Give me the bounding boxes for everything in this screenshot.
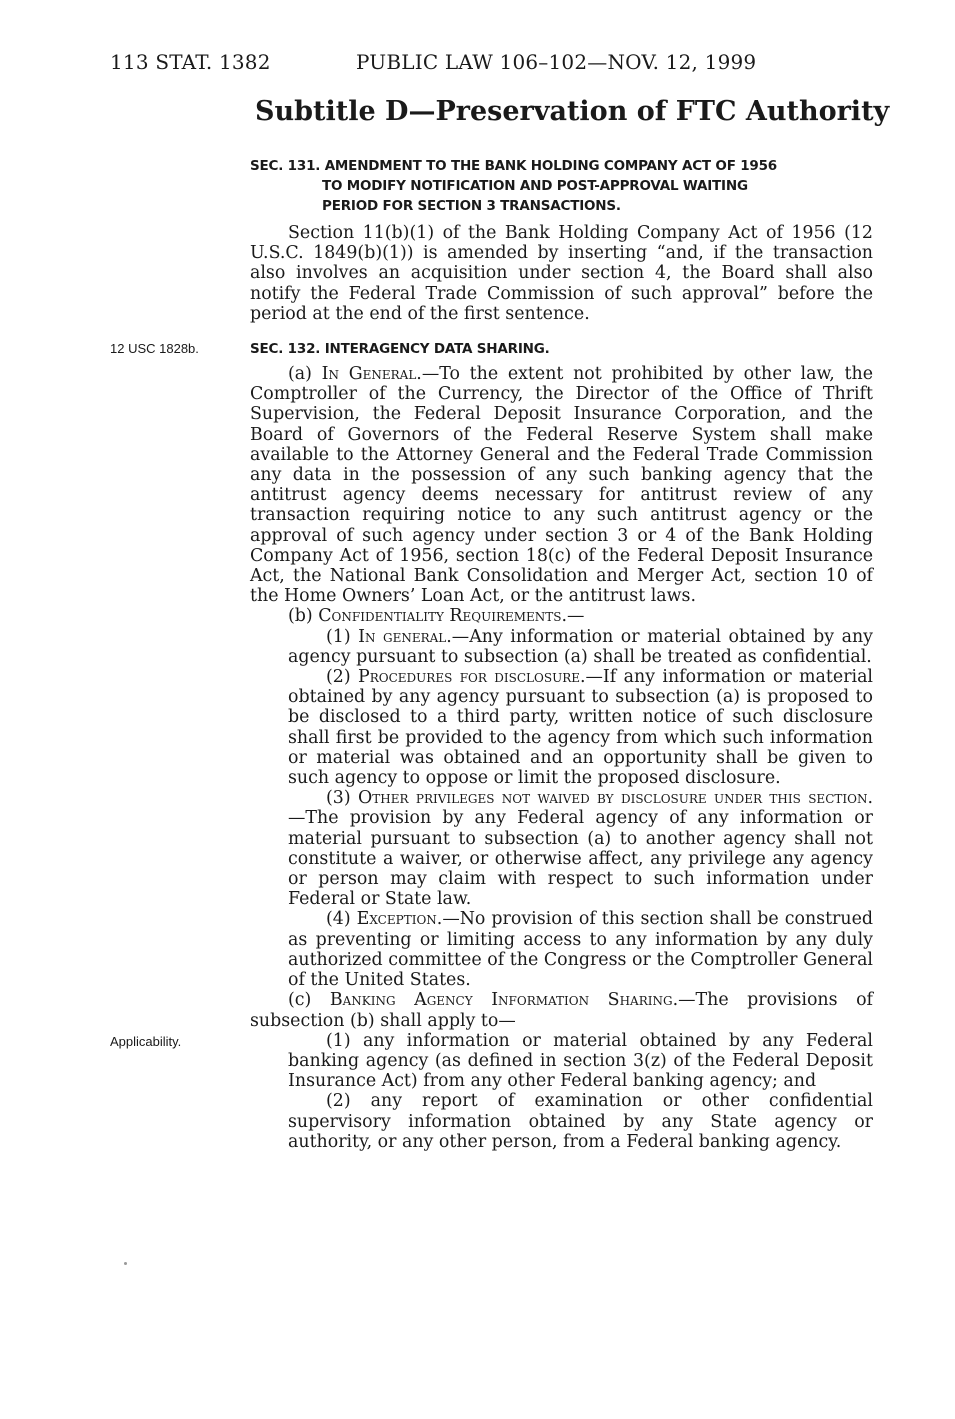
- subsection-c-title: Banking Agency Information Sharing.: [329, 990, 679, 1011]
- paragraph-b1-text: —Any information or material obtained by any agency pursuant to subsection (a) shall be treated as confidential.: [288, 626, 873, 667]
- paragraph-c2: (2) any report of examination or other confidential supervisory information obtained by any State agency or authority, or any other person, from a Federal banking agency.: [288, 1091, 873, 1152]
- sec131-paragraph: Section 11(b)(1) of the Bank Holding Company Act of 1956 (12 U.S.C. 1849(b)(1)) is amended by inserting “and, if the transaction also involves an acquisition under section 4, the Board shall also notify the Federal Trade Commission of such approval” before the period at the end of the first sentence.: [250, 223, 873, 324]
- paragraph-b4: [250, 909, 873, 990]
- margin-note-applicability: Applicability.: [110, 1034, 182, 1049]
- paragraph-c1: (1) any information or material obtained by any Federal banking agency (as defined in section 3(z) of the Federal Deposit Insurance Act) from any other Federal banking agency; and: [288, 1030, 873, 1092]
- paragraph-b2-title: Procedures for disclosure.: [358, 667, 586, 688]
- sec131-heading-line-2: TO MODIFY NOTIFICATION AND POST-APPROVAL WAITING: [322, 178, 748, 194]
- statute-page-number: 113 STAT. 1382: [110, 50, 271, 74]
- subsection-c-label: (c): [288, 990, 330, 1011]
- sec131-body: [250, 223, 873, 324]
- sec132-heading: SEC. 132. INTERAGENCY DATA SHARING.: [250, 341, 550, 357]
- subsection-b-label: (b): [288, 606, 319, 627]
- subsection-a: [250, 364, 873, 606]
- paragraph-b1-title: In general.: [358, 626, 452, 647]
- paragraph-b2-text: —If any information or material obtained by any agency pursuant to subsection (a) is proposed to be disclosed to a third party, written notice of such disclosure shall first be provided to the agency from which such information or material was obtained and an opportunity shall be given to such agency to oppose or limit the proposed disclosure.: [288, 667, 873, 789]
- paragraph-b2: [250, 667, 873, 788]
- paragraph-b2-label: (2): [326, 667, 359, 688]
- paragraph-b3-title: Other privileges not waived by disclosure under this section.: [358, 788, 873, 809]
- sec131-heading-line-3: PERIOD FOR SECTION 3 TRANSACTIONS.: [322, 198, 621, 214]
- sec131-heading-line-1: SEC. 131. AMENDMENT TO THE BANK HOLDING COMPANY ACT OF 1956: [250, 158, 777, 174]
- paragraph-b4-title: Exception.: [356, 909, 443, 930]
- subtitle-heading: Subtitle D—Preservation of FTC Authority: [255, 96, 890, 127]
- subsection-a-text: —To the extent not prohibited by other law, the Comptroller of the Currency, the Director of the Office of Thrift Supervision, the Federal Deposit Insurance Corporation, and the Board of Governors of the Federal Reserve System shall make available to the Attorney General and the Federal Trade Commission any data in the possession of any such banking agency that the antitrust agency deems necessary for antitrust review of any transaction requiring notice to any such antitrust agency or the approval of such agency under section 3 or 4 of the Bank Holding Company Act of 1956, section 18(c) of the Federal Deposit Insurance Act, the National Bank Consolidation and Merger Act, section 10 of the Home Owners’ Loan Act, or the antitrust laws.: [250, 364, 873, 607]
- paragraph-b3-label: (3): [326, 788, 358, 809]
- subsection-a-title: In General.: [321, 364, 422, 384]
- scan-speck: [124, 1262, 127, 1265]
- paragraph-b1-label: (1): [326, 626, 359, 647]
- subsection-b: [250, 606, 873, 626]
- subsection-b-dash: —: [567, 606, 585, 627]
- subsection-b-title: Confidentiality Requirements.: [318, 606, 568, 627]
- subsection-a-label: (a): [288, 364, 322, 384]
- public-law-citation: PUBLIC LAW 106–102—NOV. 12, 1999: [356, 50, 757, 74]
- paragraph-b3-text: —The provision by any Federal agency of any information or material pursuant to subsection (a) to another agency shall not constitute a waiver, or otherwise affect, any privilege any agency or person may claim with respect to such information under Federal or State law.: [288, 808, 873, 910]
- paragraph-b4-text: —No provision of this section shall be construed as preventing or limiting access to any information by any duly authorized committee of the Congress or the Comptroller General of the United States.: [288, 909, 873, 991]
- subsection-c: [250, 990, 873, 1030]
- sec132-body: [250, 364, 873, 1152]
- margin-note-usc-citation: 12 USC 1828b.: [110, 341, 199, 356]
- paragraph-b1: [250, 627, 873, 667]
- subsection-c-text: —The provisions of subsection (b) shall apply to—: [250, 990, 873, 1031]
- paragraph-b3: [250, 788, 873, 909]
- paragraph-b4-label: (4): [326, 909, 357, 930]
